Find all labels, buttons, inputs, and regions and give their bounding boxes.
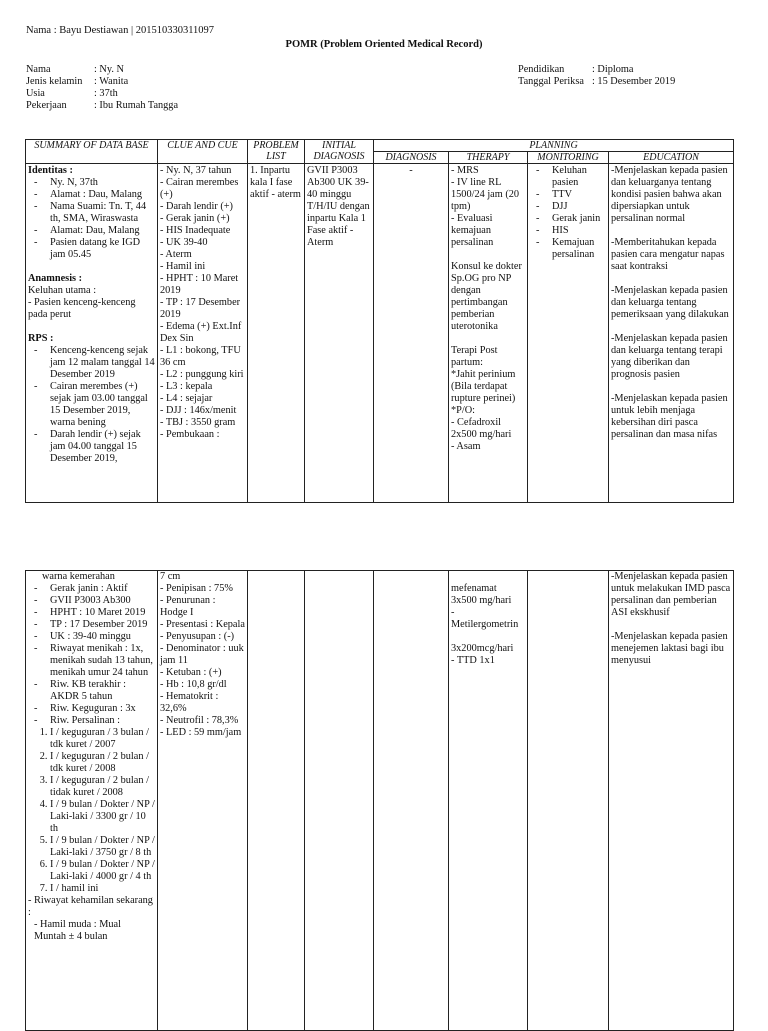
list-item: - Riw. Keguguran : 3x <box>50 703 155 715</box>
clue-item: - Denominator : uuk jam 11 <box>160 643 244 666</box>
list-item: - Gerak janin <box>552 213 606 225</box>
list-item: - Kenceng-kenceng sejak jam 12 malam tanggal 14 Desember 2019 <box>50 345 155 381</box>
label-pendidikan: Pendidikan <box>518 64 565 75</box>
clue-item: - Hematokrit : 32,6% <box>160 691 219 714</box>
label-jenis-kelamin: Jenis kelamin <box>26 76 83 87</box>
clue-item: - L1 : bokong, TFU 36 cm <box>160 345 241 368</box>
cell-monitoring-cont <box>528 571 609 1031</box>
list-item: 1. I / keguguran / 3 bulan / tdk kuret / 2007 <box>50 727 155 751</box>
list-item: - Pasien datang ke IGD jam 05.45 <box>50 237 155 261</box>
header-planning: PLANNING <box>374 140 734 152</box>
list-item: 6. I / 9 bulan / Dokter / NP / Laki-laki / 4000 gr / 4 th <box>50 859 155 883</box>
list-item: - TTV <box>552 189 606 201</box>
initial-diagnosis-text: GVII P3003 Ab300 UK 39-40 minggu T/H/IU dengan inpartu Kala 1 Fase aktif - Aterm <box>307 165 370 248</box>
therapy-item: Metilergometrin <box>451 619 519 630</box>
list-item: 5. I / 9 bulan / Dokter / NP / Laki-laki / 3750 gr / 8 th <box>50 835 155 859</box>
clue-item: - Cairan merembes (+) <box>160 177 239 200</box>
value-tanggal-periksa: : 15 Desember 2019 <box>592 76 676 87</box>
list-item: - Alamat : Dau, Malang <box>50 189 155 201</box>
education-item: -Menjelaskan kepada pasien dan keluarga tentang pemeriksaan yang dilakukan <box>611 285 729 320</box>
therapy-item: Terapi Post partum: <box>451 345 498 368</box>
list-item: - Gerak janin : Aktif <box>50 583 155 595</box>
clue-item: - L4 : sejajar <box>160 393 213 404</box>
diagnosis-text: - <box>409 165 413 176</box>
clue-item: - L3 : kepala <box>160 381 213 392</box>
clue-item: - Ketuban : (+) <box>160 667 222 678</box>
document-title: POMR (Problem Oriented Medical Record) <box>285 39 483 50</box>
therapy-item: - <box>451 607 455 618</box>
value-pendidikan: : Diploma <box>592 64 634 75</box>
clue-item: - TBJ : 3550 gram <box>160 417 236 428</box>
monitoring-list <box>530 165 606 261</box>
value-usia: : 37th <box>94 88 118 99</box>
therapy-item: - MRS <box>451 165 479 176</box>
list-item: - GVII P3003 Ab300 <box>50 595 155 607</box>
list-item: - HPHT : 10 Maret 2019 <box>50 607 155 619</box>
header-diagnosis: DIAGNOSIS <box>374 152 449 164</box>
list-item: - Nama Suami: Tn. T, 44 th, SMA, Wiraswasta <box>50 201 155 225</box>
therapy-item: - Evaluasi kemajuan persalinan <box>451 213 494 248</box>
education-item: -Memberitahukan kepada pasien cara mengatur napas saat kontraksi <box>611 237 725 272</box>
label-nama: Nama <box>26 64 51 75</box>
list-item: - Riwayat menikah : 1x, menikah sudah 13 tahun, menikah umur 24 tahun <box>50 643 155 679</box>
clue-item: - LED : 59 mm/jam <box>160 727 242 738</box>
therapy-item: - IV line RL 1500/24 jam (20 tpm) <box>451 177 520 212</box>
problem-text: 1. Inpartu kala I fase aktif - aterm <box>250 165 301 200</box>
list-item: 7. I / hamil ini <box>50 883 155 895</box>
clue-item: - TP : 17 Desember 2019 <box>160 297 241 320</box>
cell-therapy <box>449 164 528 503</box>
hamil-muda-text: - Hamil muda : Mual Muntah ± 4 bulan <box>34 919 121 942</box>
cell-diagnosis <box>374 164 449 503</box>
education-item: -Menjelaskan kepada pasien dan keluarga tentang terapi yang diberikan dan prognosis pasien <box>611 333 728 380</box>
value-jenis-kelamin: : Wanita <box>94 76 129 87</box>
pomr-table-page2 <box>25 570 734 1031</box>
cell-education <box>609 164 734 503</box>
clue-item: - HIS Inadequate <box>160 225 231 236</box>
clue-item: - Penurunan : Hodge I <box>160 595 216 618</box>
value-nama: : Ny. N <box>94 64 124 75</box>
patient-info-right <box>518 64 675 88</box>
clue-item: - Aterm <box>160 249 192 260</box>
header-summary: SUMMARY OF DATA BASE <box>26 140 158 164</box>
clue-item: 7 cm <box>160 571 181 582</box>
header-therapy: THERAPY <box>449 152 528 164</box>
list-item: - HIS <box>552 225 606 237</box>
clue-item: - Ny. N, 37 tahun <box>160 165 232 176</box>
clue-item: - Hb : 10,8 gr/dl <box>160 679 227 690</box>
cell-diagnosis-cont <box>374 571 449 1031</box>
therapy-item: - Asam <box>451 441 481 452</box>
summary-cont-list <box>28 583 155 727</box>
clue-item: - L2 : punggung kiri <box>160 369 244 380</box>
list-item: - Cairan merembes (+) sejak jam 03.00 tanggal 15 Desember 2019, warna bening <box>50 381 155 429</box>
keluhan-text: - Pasien kenceng-kenceng pada perut <box>28 297 136 320</box>
therapy-item: - Cefadroxil 2x500 mg/hari <box>451 417 512 440</box>
anamnesis-title: Anamnesis : <box>28 273 83 284</box>
persalinan-list <box>28 727 155 895</box>
education-item: -Menjelaskan kepada pasien untuk melakukan IMD pasca persalinan dan pemberian ASI ekskhusif <box>611 571 731 618</box>
clue-item: - Penyusupan : (-) <box>160 631 235 642</box>
clue-item: - DJJ : 146x/menit <box>160 405 237 416</box>
cell-education-cont <box>609 571 734 1031</box>
header-problem: PROBLEM LIST <box>248 140 305 164</box>
cell-summary-cont <box>26 571 158 1031</box>
author-name-line: Nama : Bayu Destiawan | 201510330311097 <box>26 25 215 36</box>
cell-clue <box>158 164 248 503</box>
list-item: 3. I / keguguran / 2 bulan / tidak kuret / 2008 <box>50 775 155 799</box>
clue-item: - UK 39-40 <box>160 237 208 248</box>
clue-item: - Hamil ini <box>160 261 206 272</box>
clue-item: - Gerak janin (+) <box>160 213 230 224</box>
cell-clue-cont <box>158 571 248 1031</box>
clue-item: - Presentasi : Kepala <box>160 619 245 630</box>
list-item: - Riw. Persalinan : <box>50 715 155 727</box>
list-item: - Darah lendir (+) sejak jam 04.00 tanggal 15 Desember 2019, <box>50 429 155 465</box>
clue-item: - Edema (+) Ext.Inf Dex Sin <box>160 321 242 344</box>
list-item: - TP : 17 Desember 2019 <box>50 619 155 631</box>
clue-item: - HPHT : 10 Maret 2019 <box>160 273 239 296</box>
label-usia: Usia <box>26 88 45 99</box>
clue-item: - Darah lendir (+) <box>160 201 233 212</box>
list-item: - DJJ <box>552 201 606 213</box>
cell-summary <box>26 164 158 503</box>
clue-item: - Penipisan : 75% <box>160 583 233 594</box>
pomr-table-page1 <box>25 139 734 503</box>
riwayat-kehamilan-label: - Riwayat kehamilan sekarang : <box>28 895 153 918</box>
therapy-item: mefenamat 3x500 mg/hari <box>451 583 512 606</box>
header-education: EDUCATION <box>609 152 734 164</box>
list-item: - UK : 39-40 minggu <box>50 631 155 643</box>
cell-problem <box>248 164 305 503</box>
cell-problem-cont <box>248 571 305 1031</box>
therapy-item: Konsul ke dokter Sp.OG pro NP dengan pertimbangan pemberian uterotonika <box>451 261 522 332</box>
rps-title: RPS : <box>28 333 54 344</box>
rps-list <box>28 345 155 465</box>
list-item: - Alamat: Dau, Malang <box>50 225 155 237</box>
header-monitoring: MONITORING <box>528 152 609 164</box>
cell-therapy-cont <box>449 571 528 1031</box>
label-pekerjaan: Pekerjaan <box>26 100 67 111</box>
header-initial-diagnosis: INITIAL DIAGNOSIS <box>305 140 374 164</box>
therapy-item: *P/O: <box>451 405 476 416</box>
summary-cont-text: warna kemerahan <box>42 571 115 582</box>
header-clue: CLUE AND CUE <box>158 140 248 164</box>
list-item: 4. I / 9 bulan / Dokter / NP / Laki-laki / 3300 gr / 10 th <box>50 799 155 835</box>
therapy-item: - TTD 1x1 <box>451 655 495 666</box>
list-item: - Ny. N, 37th <box>50 177 155 189</box>
cell-monitoring <box>528 164 609 503</box>
therapy-item: 3x200mcg/hari <box>451 643 514 654</box>
list-item: 2. I / keguguran / 2 bulan / tdk kuret / 2008 <box>50 751 155 775</box>
clue-item: - Pembukaan : <box>160 429 220 440</box>
identitas-title: Identitas : <box>28 165 73 176</box>
list-item: - Kemajuan persalinan <box>552 237 606 261</box>
education-item: -Menjelaskan kepada pasien menejemen laktasi bagi ibu menyusui <box>611 631 728 666</box>
list-item: - Riw. KB terakhir : AKDR 5 tahun <box>50 679 155 703</box>
clue-item: - Neutrofil : 78,3% <box>160 715 239 726</box>
value-pekerjaan: : Ibu Rumah Tangga <box>94 100 179 111</box>
education-item: -Menjelaskan kepada pasien untuk lebih menjaga kebersihan diri pasca persalinan dan masa nifas <box>611 393 728 440</box>
cell-initial-cont <box>305 571 374 1031</box>
patient-info-left <box>26 64 178 112</box>
list-item: - Keluhan pasien <box>552 165 606 189</box>
label-tanggal-periksa: Tanggal Periksa <box>518 76 584 87</box>
therapy-item: *Jahit perinium (Bila terdapat rupture perinei) <box>451 369 516 404</box>
identitas-list <box>28 177 155 261</box>
keluhan-utama-label: Keluhan utama : <box>28 285 97 296</box>
education-item: -Menjelaskan kepada pasien dan keluarganya tentang kondisi pasien bahwa akan dipersiapkan untuk persalinan normal <box>611 165 728 224</box>
cell-initial-diagnosis <box>305 164 374 503</box>
